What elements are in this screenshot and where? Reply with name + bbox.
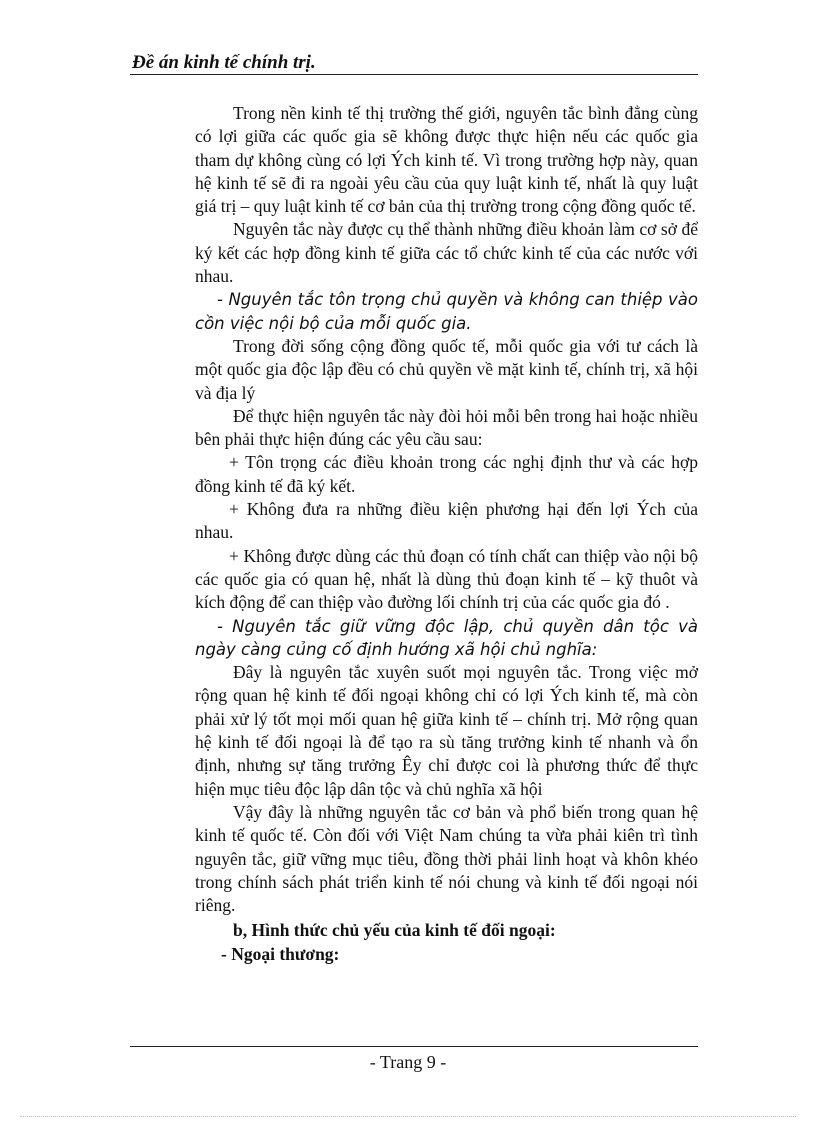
requirement-item-1: + Tôn trọng các điều khoản trong các nghị định thư và các hợp đồng kinh tế đã ký kết. <box>195 452 698 496</box>
paragraph-1: Trong nền kinh tế thị trường thế giới, nguyên tắc bình đẳng cùng có lợi giữa các quốc gia sẽ không được thực hiện nếu các quốc gia tham dự không cùng có lợi Ých kinh tế. Vì trong trường hợp này, quan hệ kinh tế sẽ đi ra ngoài yêu cầu của quy luật kinh tế, nhất là quy luật giá trị – quy luật kinh tế cơ bản của thị trường trong cộng đồng quốc tế. <box>195 103 698 217</box>
header-divider <box>130 74 698 75</box>
footer-divider <box>130 1046 698 1047</box>
paragraph-3: Trong đời sống cộng đồng quốc tế, mỗi quốc gia với tư cách là một quốc gia độc lập đều có chủ quyền về mặt kinh tế, chính trị, xã hội và địa lý <box>195 335 698 403</box>
paragraph-6: Vậy đây là những nguyên tắc cơ bản và phổ biến trong quan hệ kinh tế quốc tế. Còn đối với Việt Nam chúng ta vừa phải kiên trì tình nguyên tắc, giữ vững mục tiêu, đồng thời phải linh hoạt và khôn khéo trong chính sách phát triển kinh tế nói chung và kinh tế đối ngoại nói riêng. <box>195 801 698 916</box>
header-title: Đề án kinh tế chính trị. <box>132 52 316 73</box>
requirement-item-2: + Không đưa ra những điều kiện phương hại đến lợi Ých của nhau. <box>195 499 698 543</box>
page-edge <box>20 1116 796 1117</box>
document-body <box>195 102 698 966</box>
paragraph-4: Để thực hiện nguyên tắc này đòi hỏi mỗi bên trong hai hoặc nhiều bên phải thực hiện đúng các yêu cầu sau: <box>195 405 698 450</box>
subsection-heading: - Ngoại thương: <box>221 943 340 964</box>
principle-heading-independence: - Nguyên tắc giữ vững độc lập, chủ quyền dân tộc và ngày càng củng cố định hướng xã hội chủ nghĩa: <box>195 616 698 659</box>
paragraph-2: Nguyên tắc này được cụ thể thành những điều khoản làm cơ sở để ký kết các hợp đồng kinh tế giữa các tổ chức kinh tế của các nước với nhau. <box>195 219 698 287</box>
section-heading: b, Hình thức chủ yếu của kinh tế đối ngoại: <box>233 920 556 941</box>
paragraph-5: Đây là nguyên tắc xuyên suốt mọi nguyên tắc. Trong việc mở rộng quan hệ kinh tế đối ngoại không chỉ có lợi Ých kinh tế, mà còn phải xử lý tốt mọi mối quan hệ giữa kinh tế – chính trị. Mở rộng quan hệ kinh tế đối ngoại là để tạo ra sù tăng trưởng kinh tế nhanh và ổn định, nhưng sự tăng trưởng Êy chỉ được coi là phương thức để thực hiện mục tiêu độc lập dân tộc và chủ nghĩa xã hội <box>195 662 698 799</box>
principle-heading-sovereignty: - Nguyên tắc tôn trọng chủ quyền và không can thiệp vào cồn việc nội bộ của mỗi quốc gia. <box>195 290 698 333</box>
page-number: - Trang 9 - <box>369 1052 447 1072</box>
requirement-item-3: + Không được dùng các thủ đoạn có tính chất can thiệp vào nội bộ các quốc gia có quan hệ, nhất là dùng thủ đoạn kinh tế – kỹ thuôt và kích động để can thiệp vào đường lối chính trị của các quốc gia đó . <box>195 545 698 613</box>
